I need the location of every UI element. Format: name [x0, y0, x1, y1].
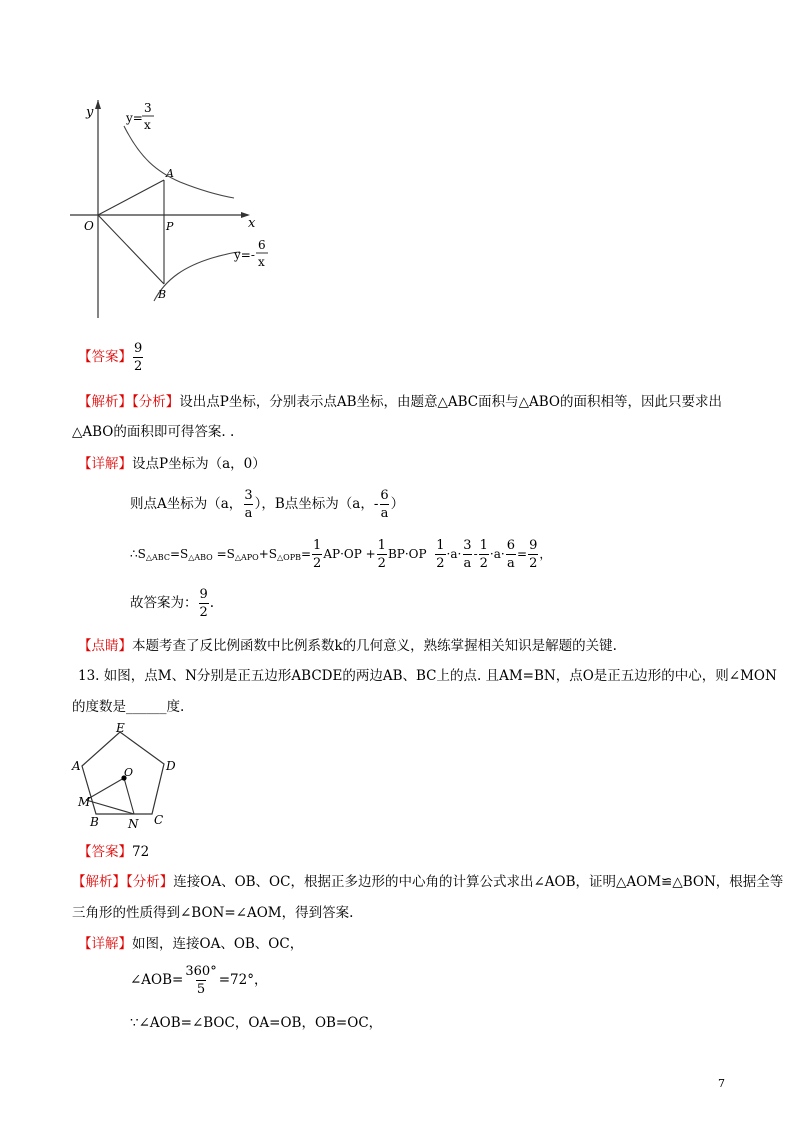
x-axis-label: x [248, 216, 256, 231]
svg-text:x: x [144, 118, 151, 132]
pentagon-figure [68, 720, 188, 832]
page-number: 7 [718, 1077, 725, 1090]
label-M: M [78, 795, 91, 809]
svg-text:6: 6 [258, 238, 266, 252]
q12-answer: 【答案】 $\frac{9}{2}$ [78, 341, 143, 374]
curve-negative [154, 252, 240, 301]
y-axis-label: y [86, 105, 94, 120]
label-A: A [72, 759, 81, 773]
q12-equation: $\therefore S_{\triangle ABC}=S_{\triangle ABO} =S_{\triangle APO}+S_{\triangle OPB}=$ $\frac{1}{2}$ AP·OP + $\frac{1}{2}$ BP·OP $\frac{1}{2}$ ·a· $\frac{3}{a}$ - $\frac{1}{2}$ ·a· $\frac{6}{a}$ = $\frac{9}{2}$ ， [130, 538, 552, 571]
q13-detail-line1: 【详解】如图，连接OA、OB、OC， [78, 936, 304, 952]
point-O-label: O [84, 219, 94, 233]
hyperbola-figure [62, 96, 292, 328]
curve1-label: y= [126, 111, 143, 125]
curve-positive [124, 126, 234, 198]
point-A-label: A [166, 167, 174, 180]
q13-aob: ∠AOB= $\frac{360^\circ}{5}$ =72°， [130, 964, 268, 997]
q12-detail-line1: 【详解】设点P坐标为（a，0） [78, 456, 266, 472]
point-P-label: P [166, 220, 174, 233]
q13-analysis-line1: 【解析】【分析】连接OA、OB、OC，根据正多边形的中心角的计算公式求出∠AOB，证明△AOM≌△BON，根据全等 [72, 874, 784, 890]
pentagon [82, 732, 164, 814]
svg-text:x: x [258, 255, 265, 269]
q13-answer: 【答案】72 [78, 844, 150, 860]
label-D: D [166, 759, 176, 773]
point-B-label: B [158, 288, 167, 301]
q12-final: 故答案为： $\frac{9}{2}$ . [130, 587, 215, 620]
q12-comment: 【点睛】本题考查了反比例函数中比例系数k的几何意义，熟练掌握相关知识是解题的关键. [78, 638, 617, 654]
q13-last-line: ∵∠AOB=∠BOC，OA=OB，OB=OC， [130, 1015, 383, 1031]
answer-tag: 【答案】 [78, 349, 132, 365]
q13-stem-line1: 13. 如图，点M、N分别是正五边形ABCDE的两边AB、BC上的点. 且AM=BN，点O是正五边形的中心，则∠MON [78, 668, 777, 684]
q13-stem-line2: 的度数是______度. [72, 699, 185, 715]
svg-text:3: 3 [144, 101, 152, 115]
q12-detail-line2: 则点A坐标为（a， $\frac{3}{a}$ ），B点坐标为（a，- $\frac{6}{a}$ ） [130, 488, 405, 521]
label-O: O [124, 766, 134, 779]
q13-analysis-line2: 三角形的性质得到∠BON=∠AOM，得到答案. [72, 905, 354, 921]
label-E: E [116, 721, 125, 735]
label-B: B [90, 815, 99, 829]
curve2-label: y=- [234, 248, 255, 262]
q12-analysis-line2: △ABO的面积即可得答案. . [72, 424, 235, 440]
q12-analysis-line1: 【解析】【分析】设出点P坐标，分别表示点AB坐标，由题意△ABC面积与△ABO的面积相等，因此只要求出 [78, 394, 723, 410]
label-C: C [154, 813, 164, 827]
label-N: N [128, 817, 139, 831]
